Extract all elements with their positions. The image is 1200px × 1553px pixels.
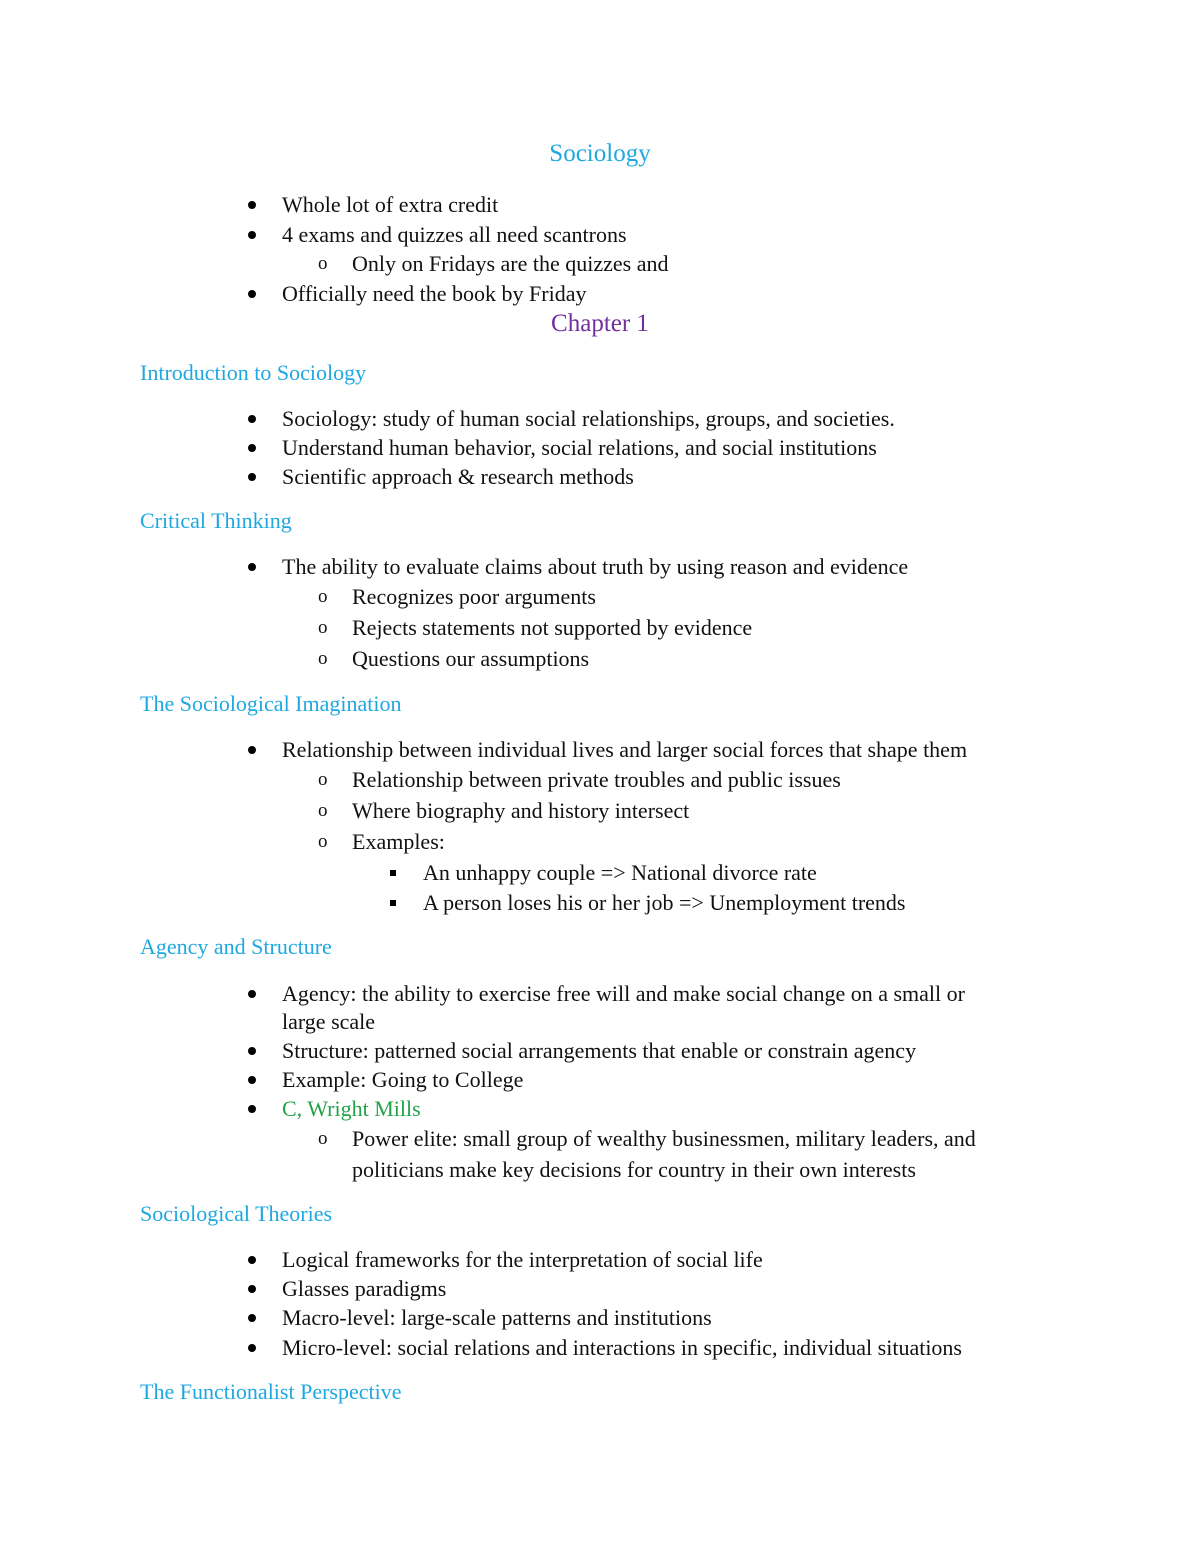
bullet-circle-icon: o <box>318 769 328 790</box>
bullet-circle-icon: o <box>318 800 328 821</box>
list-item-text: The ability to evaluate claims about truth by using reason and evidence <box>282 554 909 579</box>
chapter-heading: Chapter 1 <box>551 310 649 337</box>
bullet-dot-icon <box>248 201 256 209</box>
list-item-text: Examples: <box>352 829 445 854</box>
section-heading-sociological-theories: Sociological Theories <box>140 1201 333 1226</box>
list-item-text: Officially need the book by Friday <box>282 281 587 306</box>
bullet-dot-icon <box>248 473 256 481</box>
bullet-dot-icon <box>248 990 256 998</box>
bullet-circle-icon: o <box>318 831 328 852</box>
bullet-dot-icon <box>248 746 256 754</box>
list-item-text: Agency: the ability to exercise free will and make social change on a small or <box>282 981 965 1006</box>
list-item-text: Scientific approach & research methods <box>282 464 634 489</box>
bullet-circle-icon: o <box>318 253 328 274</box>
list-item-text: C, Wright Mills <box>282 1096 421 1121</box>
bullet-dot-icon <box>248 1314 256 1322</box>
section-heading-sociological-imagination: The Sociological Imagination <box>140 691 402 716</box>
bullet-circle-icon: o <box>318 617 328 638</box>
bullet-dot-icon <box>248 231 256 239</box>
list-item-text: Only on Fridays are the quizzes and <box>352 251 669 276</box>
list-item-text: Macro-level: large-scale patterns and institutions <box>282 1305 712 1330</box>
bullet-circle-icon: o <box>318 586 328 607</box>
bullet-dot-icon <box>248 1047 256 1055</box>
list-item-text: Whole lot of extra credit <box>282 192 499 217</box>
bullet-dot-icon <box>248 1344 256 1352</box>
bullet-dot-icon <box>248 563 256 571</box>
bullet-dot-icon <box>248 1076 256 1084</box>
list-item-text: Sociology: study of human social relationships, groups, and societies. <box>282 406 895 431</box>
bullet-dot-icon <box>248 1105 256 1113</box>
bullet-dot-icon <box>248 444 256 452</box>
list-item-text: An unhappy couple => National divorce rate <box>423 860 817 885</box>
list-item-text: Glasses paradigms <box>282 1276 447 1301</box>
list-item-text: Relationship between private troubles and public issues <box>352 767 841 792</box>
list-item-text: Recognizes poor arguments <box>352 584 596 609</box>
bullet-dot-icon <box>248 415 256 423</box>
list-item-text: Rejects statements not supported by evidence <box>352 615 753 640</box>
list-item-text: Understand human behavior, social relations, and social institutions <box>282 435 877 460</box>
list-item-text: Where biography and history intersect <box>352 798 690 823</box>
list-item-text: Logical frameworks for the interpretation of social life <box>282 1247 763 1272</box>
bullet-circle-icon: o <box>318 648 328 669</box>
section-heading-agency-structure: Agency and Structure <box>140 934 332 959</box>
section-heading-critical-thinking: Critical Thinking <box>140 508 292 533</box>
section-heading-functionalist-perspective: The Functionalist Perspective <box>140 1379 402 1404</box>
list-item-text: Structure: patterned social arrangements that enable or constrain agency <box>282 1038 917 1063</box>
bullet-square-icon <box>390 870 396 876</box>
section-heading-introduction: Introduction to Sociology <box>140 360 367 385</box>
list-item-text: politicians make key decisions for country in their own interests <box>352 1157 916 1182</box>
list-item-text: Relationship between individual lives and larger social forces that shape them <box>282 737 968 762</box>
list-item-text: 4 exams and quizzes all need scantrons <box>282 222 627 247</box>
list-item-text: large scale <box>282 1009 376 1034</box>
document-title: Sociology <box>549 140 651 167</box>
list-item-text: Power elite: small group of wealthy businessmen, military leaders, and <box>352 1126 976 1151</box>
list-item-text: A person loses his or her job => Unemployment trends <box>423 890 906 915</box>
bullet-dot-icon <box>248 1285 256 1293</box>
list-item-text: Example: Going to College <box>282 1067 524 1092</box>
bullet-circle-icon: o <box>318 1128 328 1149</box>
bullet-dot-icon <box>248 290 256 298</box>
list-item-text: Questions our assumptions <box>352 646 590 671</box>
list-item-text: Micro-level: social relations and interactions in specific, individual situations <box>282 1335 962 1360</box>
bullet-square-icon <box>390 900 396 906</box>
bullet-dot-icon <box>248 1256 256 1264</box>
